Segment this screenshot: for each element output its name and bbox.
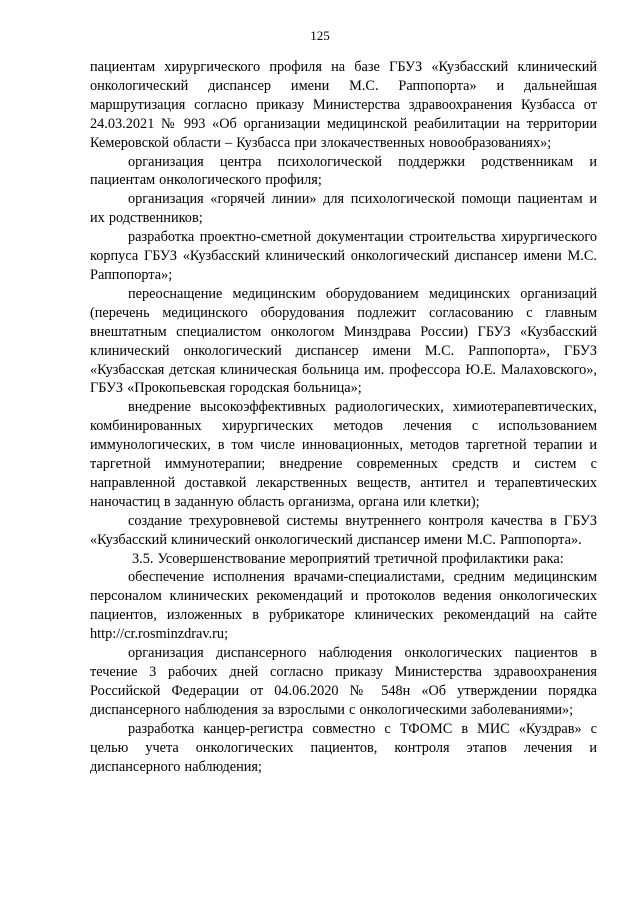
section-heading-3-5: 3.5. Усовершенствование мероприятий третичной профилактики рака: — [132, 550, 564, 567]
paragraph-design-docs: разработка проектно-сметной документации строительства хирургического корпуса ГБУЗ «Кузбасский клинический онкологический диспансер имени М.С. Раппопорта»; — [90, 229, 597, 283]
paragraph-hotline: организация «горячей линии» для психологической помощи пациентам и их родственников; — [90, 191, 597, 227]
paragraph-quality-control: создание трехуровневой системы внутреннего контроля качества в ГБУЗ «Кузбасский клинический онкологический диспансер имени М.С. Раппопорта». — [90, 512, 597, 548]
page-number: 125 — [310, 28, 330, 43]
paragraph-psych-center: организация центра психологической поддержки родственникам и пациентам онкологического профиля; — [90, 153, 597, 189]
paragraph-methods: внедрение высокоэффективных радиологических, химиотерапевтических, комбинированных хирургических методов лечения с использованием иммунологических, в том числе инновационных, методов таргетной терапии и таргетной иммунотерапии; внедрение современных средств и систем с направленной доставкой лекарственных веществ, антител и терапевтических наночастиц в заданную область организма, органа или клетки); — [90, 399, 597, 510]
paragraph-cancer-registry: разработка канцер-регистра совместно с ТФОМС в МИС «Куздрав» с целью учета онкологических пациентов, контроля этапов лечения и диспансерного наблюдения; — [90, 720, 597, 775]
paragraph-equipment: переоснащение медицинским оборудованием медицинских организаций (перечень медицинского оборудования подлежит согласованию с главным внештатным специалистом онкологом Минздрава России) ГБУЗ «Кузбасский клинический онкологический диспансер имени М.С. Раппопорта», ГБУЗ «Кузбасская детская клиническая больница им. профессора Ю.Е. Малаховского», ГБУЗ «Прокопьевская городская больница»; — [90, 285, 597, 397]
document-body — [90, 58, 597, 776]
paragraph-clinical-guidelines: обеспечение исполнения врачами-специалистами, средним медицинским персоналом клинических рекомендаций и протоколов ведения онкологических пациентов, изложенных в рубрикаторе клинических рекомендаций на сайте http://cr.rosminzdrav.ru; — [90, 569, 597, 643]
paragraph-rehab-routing: пациентам хирургического профиля на базе ГБУЗ «Кузбасский клинический онкологический диспансер имени М.С. Раппопорта» и дальнейшая маршрутизация согласно приказу Министерства здравоохранения Кузбасса от 24.03.2021 № 993 «Об организации медицинской реабилитации на территории Кемеровской области – Кузбасса при злокачественных новообразованиях»; — [90, 59, 597, 151]
paragraph-dispensary: организация диспансерного наблюдения онкологических пациентов в течение 3 рабочих дней согласно приказу Министерства здравоохранения Российской Федерации от 04.06.2020 № 548н «Об утверждении порядка диспансерного наблюдения за взрослыми с онкологическими заболеваниями»; — [90, 645, 597, 718]
